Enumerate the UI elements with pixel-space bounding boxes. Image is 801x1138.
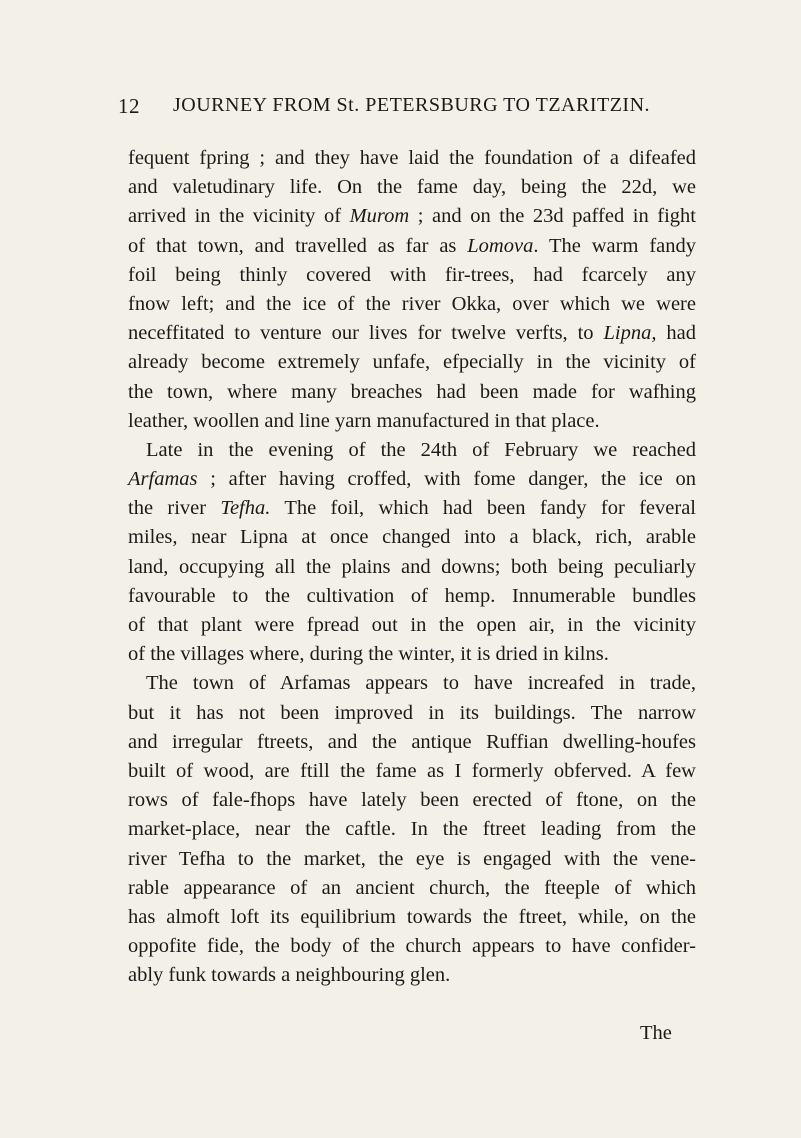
text-line: foil being thinly covered with fir-trees, had fcarcely any: [128, 263, 696, 286]
text-line: already become extremely unfafe, efpecially in the vicinity of: [128, 351, 696, 374]
text-line: the river Tefha. The foil, which had been fandy for feveral: [128, 497, 697, 520]
text-line: oppofite fide, the body of the church appears to have confider-: [128, 935, 696, 958]
text-line: built of wood, are ftill the fame as I formerly obferved. A few: [128, 759, 696, 782]
running-header: [118, 94, 718, 124]
text-line: land, occupying all the plains and downs; both being peculiarly: [128, 555, 696, 578]
text-line: market-place, near the caftle. In the ftreet leading from the: [128, 818, 696, 841]
text-line: leather, woollen and line yarn manufactured in that place.: [128, 409, 600, 432]
text-line: has almoft loft its equilibrium towards the ftreet, while, on the: [128, 905, 696, 928]
text-line: and valetudinary life. On the fame day, being the 22d, we: [128, 176, 696, 199]
text-line: and irregular ftreets, and the antique Ruffian dwelling-houfes: [128, 730, 696, 753]
text-line: of the villages where, during the winter, it is dried in kilns.: [128, 643, 609, 666]
text-line: neceffitated to venture our lives for twelve verfts, to Lipna, had: [128, 322, 696, 345]
text-line: arrived in the vicinity of Murom ; and on the 23d paffed in fight: [128, 205, 696, 228]
text-line: The town of Arfamas appears to have increafed in trade,: [146, 672, 696, 695]
text-line: rows of fale-fhops have lately been erected of ftone, on the: [128, 789, 696, 812]
text-line: river Tefha to the market, the eye is engaged with the vene-: [128, 847, 696, 870]
text-line: Late in the evening of the 24th of February we reached: [146, 438, 696, 461]
text-line: fequent fpring ; and they have laid the foundation of a difeafed: [128, 147, 696, 169]
page-number: 12: [118, 94, 140, 118]
text-line: ably funk towards a neighbouring glen.: [128, 964, 451, 987]
text-line: fnow left; and the ice of the river Okka, over which we were: [128, 292, 696, 315]
text-line: of that plant were fpread out in the open air, in the vicinity: [128, 614, 696, 636]
running-title: JOURNEY FROM St. PETERSBURG TO TZARITZIN.: [173, 94, 651, 116]
text-line: miles, near Lipna at once changed into a black, rich, arable: [128, 526, 696, 549]
text-line: but it has not been improved in its buildings. The narrow: [128, 701, 696, 724]
text-line: favourable to the cultivation of hemp. Innumerable bundles: [128, 584, 696, 607]
body-text: [128, 144, 696, 990]
text-line: of that town, and travelled as far as Lomova. The warm fandy: [128, 234, 696, 257]
catchword: The: [640, 1022, 672, 1044]
text-line: rable appearance of an ancient church, the fteeple of which: [128, 876, 696, 899]
text-line: the town, where many breaches had been made for wafhing: [128, 380, 696, 403]
text-line: Arfamas ; after having croffed, with fome danger, the ice on: [128, 468, 696, 491]
